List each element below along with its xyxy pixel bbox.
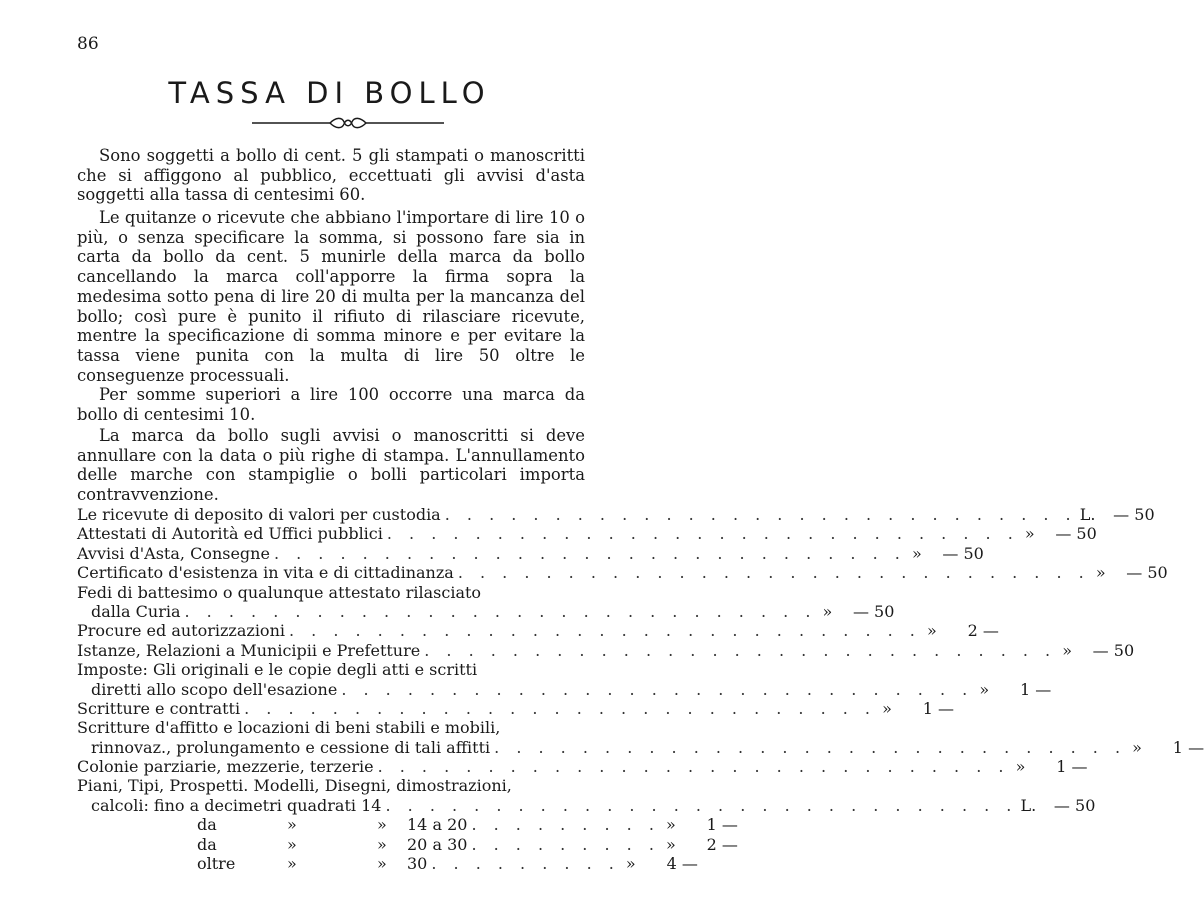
tier-unit: » (625, 854, 636, 874)
fee-row (77, 601, 895, 621)
fee-label: Fedi di battesimo o qualunque attestato rilasciato (77, 582, 482, 602)
fee-unit: » (1062, 640, 1073, 660)
fee-row (77, 505, 1155, 524)
tier-from: oltre (197, 854, 236, 874)
tier-price: 2 — (706, 834, 738, 854)
tier-q2: » (377, 854, 387, 874)
intro-paragraph-3: Per somme superiori a lire 100 occorre una marca da bollo di centesimi 10. (77, 385, 585, 424)
fee-label: Avvisi d'Asta, Consegne (77, 543, 270, 563)
fee-row (77, 737, 1204, 757)
tier-price: 1 — (706, 815, 738, 835)
fee-price: 1 — (922, 698, 955, 718)
fee-label: calcoli: fino a decimetri quadrati 14 (91, 795, 382, 815)
fee-row (77, 583, 587, 602)
fee-unit: » (1015, 757, 1026, 777)
page-title: TASSA DI BOLLO (168, 76, 491, 110)
tier-q1: » (287, 834, 297, 854)
fee-row (77, 679, 1052, 699)
fee-label: Scritture e contratti (77, 698, 241, 718)
dot-leader: . . . . . . . . . . . . . . . . . . . . . . . . . . . . . (385, 795, 1018, 815)
tier-price: 4 — (666, 854, 698, 874)
intro-paragraph-1: Sono soggetti a bollo di cent. 5 gli stampati o manoscritti che si affiggono al pubblico, eccettuati gli avvisi d'asta soggetti alla tassa di centesimi 60. (77, 146, 585, 205)
dot-leader: . . . . . . . . . . . . . . . . . . . . . . . . . . . . . (273, 543, 906, 563)
fee-row (77, 718, 587, 737)
fee-unit: » (822, 601, 833, 621)
dot-leader: . . . . . . . . . . . . . . . . . . . . . . . . . . . . . (444, 505, 1077, 524)
dot-leader: . . . . . . . . . . . . . . . . . . . . . . . . . . . . . (424, 640, 1057, 660)
fee-row (77, 698, 955, 718)
tier-unit: » (666, 815, 676, 835)
fee-price: 2 — (967, 621, 999, 641)
dot-leader: . . . . . . . . . . . . . . . . . . . . . . . . . . . . . (494, 737, 1127, 757)
dot-leader: . . . . . . . . . . . . . . . . . . . . . . . . . . . . . (288, 621, 921, 641)
fee-label: Procure ed autorizzazioni (77, 621, 285, 641)
fee-table (77, 505, 1204, 874)
dot-leader: . . . . . . . . . (431, 854, 620, 874)
fee-row (77, 563, 1168, 583)
fee-row (77, 660, 587, 679)
fee-label: Piani, Tipi, Prospetti. Modelli, Disegni, dimostrazioni, (77, 776, 512, 796)
dot-leader: . . . . . . . . . . . . . . . . . . . . . . . . . . . . . (184, 601, 817, 621)
fee-price: — 50 (1113, 505, 1155, 524)
intro-paragraph-2: Le quitanze o ricevute che abbiano l'importare di lire 10 o più, o senza specificare la somma, si possono fare sia in carta da bollo da cent. 5 munirle della marca da bollo cancellando la marca coll'apporre la firma sopra la medesima sotto pena di lire 20 di multa per la mancanza del bollo; così pure è punito il rifiuto di rilasciare ricevute, mentre la specificazione di somma minore e per evitare la tassa viene punita con la multa di lire 50 oltre le conseguenze processuali. (77, 208, 585, 385)
fee-unit: » (1095, 563, 1106, 583)
fee-unit: » (1024, 524, 1035, 544)
fee-unit: L. (1079, 505, 1096, 524)
fee-row (77, 543, 984, 563)
tier-from: da (197, 834, 217, 854)
fee-unit: » (926, 621, 937, 641)
fee-label: rinnovaz., prolungamento e cessione di tali affitti (91, 737, 491, 757)
fee-price: 1 — (1019, 679, 1052, 699)
fee-price: — 50 (1053, 795, 1096, 815)
fee-unit: » (1132, 737, 1142, 757)
fee-row (77, 640, 1135, 660)
tier-range: 14 a 20 (407, 815, 468, 835)
dot-leader: . . . . . . . . . . . . . . . . . . . . . . . . . . . . . (386, 524, 1019, 544)
fee-price: — 50 (852, 601, 895, 621)
fee-price: — 50 (1126, 563, 1168, 583)
dot-leader: . . . . . . . . . . . . . . . . . . . . . . . . . . . . . (341, 679, 974, 699)
tier-q2: » (377, 834, 387, 854)
tier-range: 30 (407, 854, 428, 874)
dot-leader: . . . . . . . . . . . . . . . . . . . . . . . . . . . . . (244, 698, 877, 718)
tier-row (77, 815, 738, 835)
page-number: 86 (77, 34, 99, 54)
fee-label: Colonie parziarie, mezzerie, terzerie (77, 757, 374, 777)
fee-label: Imposte: Gli originali e le copie degli atti e scritti (77, 660, 478, 680)
dot-leader: . . . . . . . . . . . . . . . . . . . . . . . . . . . . . (457, 563, 1090, 583)
tier-unit: » (666, 834, 676, 854)
fee-label: diretti allo scopo dell'esazione (91, 679, 338, 699)
tier-q1: » (287, 854, 297, 874)
dot-leader: . . . . . . . . . . . . . . . . . . . . . . . . . . . . . (377, 757, 1010, 777)
fee-price: 1 — (1172, 737, 1204, 757)
fee-row (77, 757, 1088, 777)
tier-q1: » (287, 815, 297, 835)
fee-row (77, 621, 999, 641)
fee-row (77, 524, 1097, 544)
fee-label: dalla Curia (91, 601, 181, 621)
fee-row (77, 795, 1096, 815)
fee-price: — 50 (1092, 640, 1135, 660)
fee-label: Istanze, Relazioni a Municipii e Prefetture (77, 640, 421, 660)
intro-paragraph-4: La marca da bollo sugli avvisi o manoscritti si deve annullare con la data o più righe di stampa. L'annullamento delle marche con stampiglie o bolli particolari importa contravvenzione. (77, 426, 585, 505)
tier-range: 20 a 30 (407, 834, 468, 854)
fee-label: Attestati di Autorità ed Uffici pubblici (77, 524, 383, 544)
fee-unit: » (911, 543, 922, 563)
dot-leader: . . . . . . . . . (471, 834, 660, 854)
fee-label: Le ricevute di deposito di valori per custodia (77, 505, 441, 524)
tier-q2: » (377, 815, 387, 835)
fee-price: — 50 (942, 543, 984, 563)
fee-unit: » (979, 679, 990, 699)
title-ornament-icon (248, 116, 448, 130)
tier-from: da (197, 815, 217, 835)
fee-row (77, 776, 587, 795)
fee-unit: L. (1020, 795, 1037, 815)
dot-leader: . . . . . . . . . (471, 815, 660, 835)
tier-row (77, 854, 698, 874)
fee-price: 1 — (1056, 757, 1088, 777)
fee-label: Scritture d'affitto e locazioni di beni stabili e mobili, (77, 718, 501, 738)
tier-row (77, 834, 738, 854)
fee-unit: » (882, 698, 892, 718)
fee-label: Certificato d'esistenza in vita e di cittadinanza (77, 563, 454, 583)
fee-price: — 50 (1055, 524, 1097, 544)
